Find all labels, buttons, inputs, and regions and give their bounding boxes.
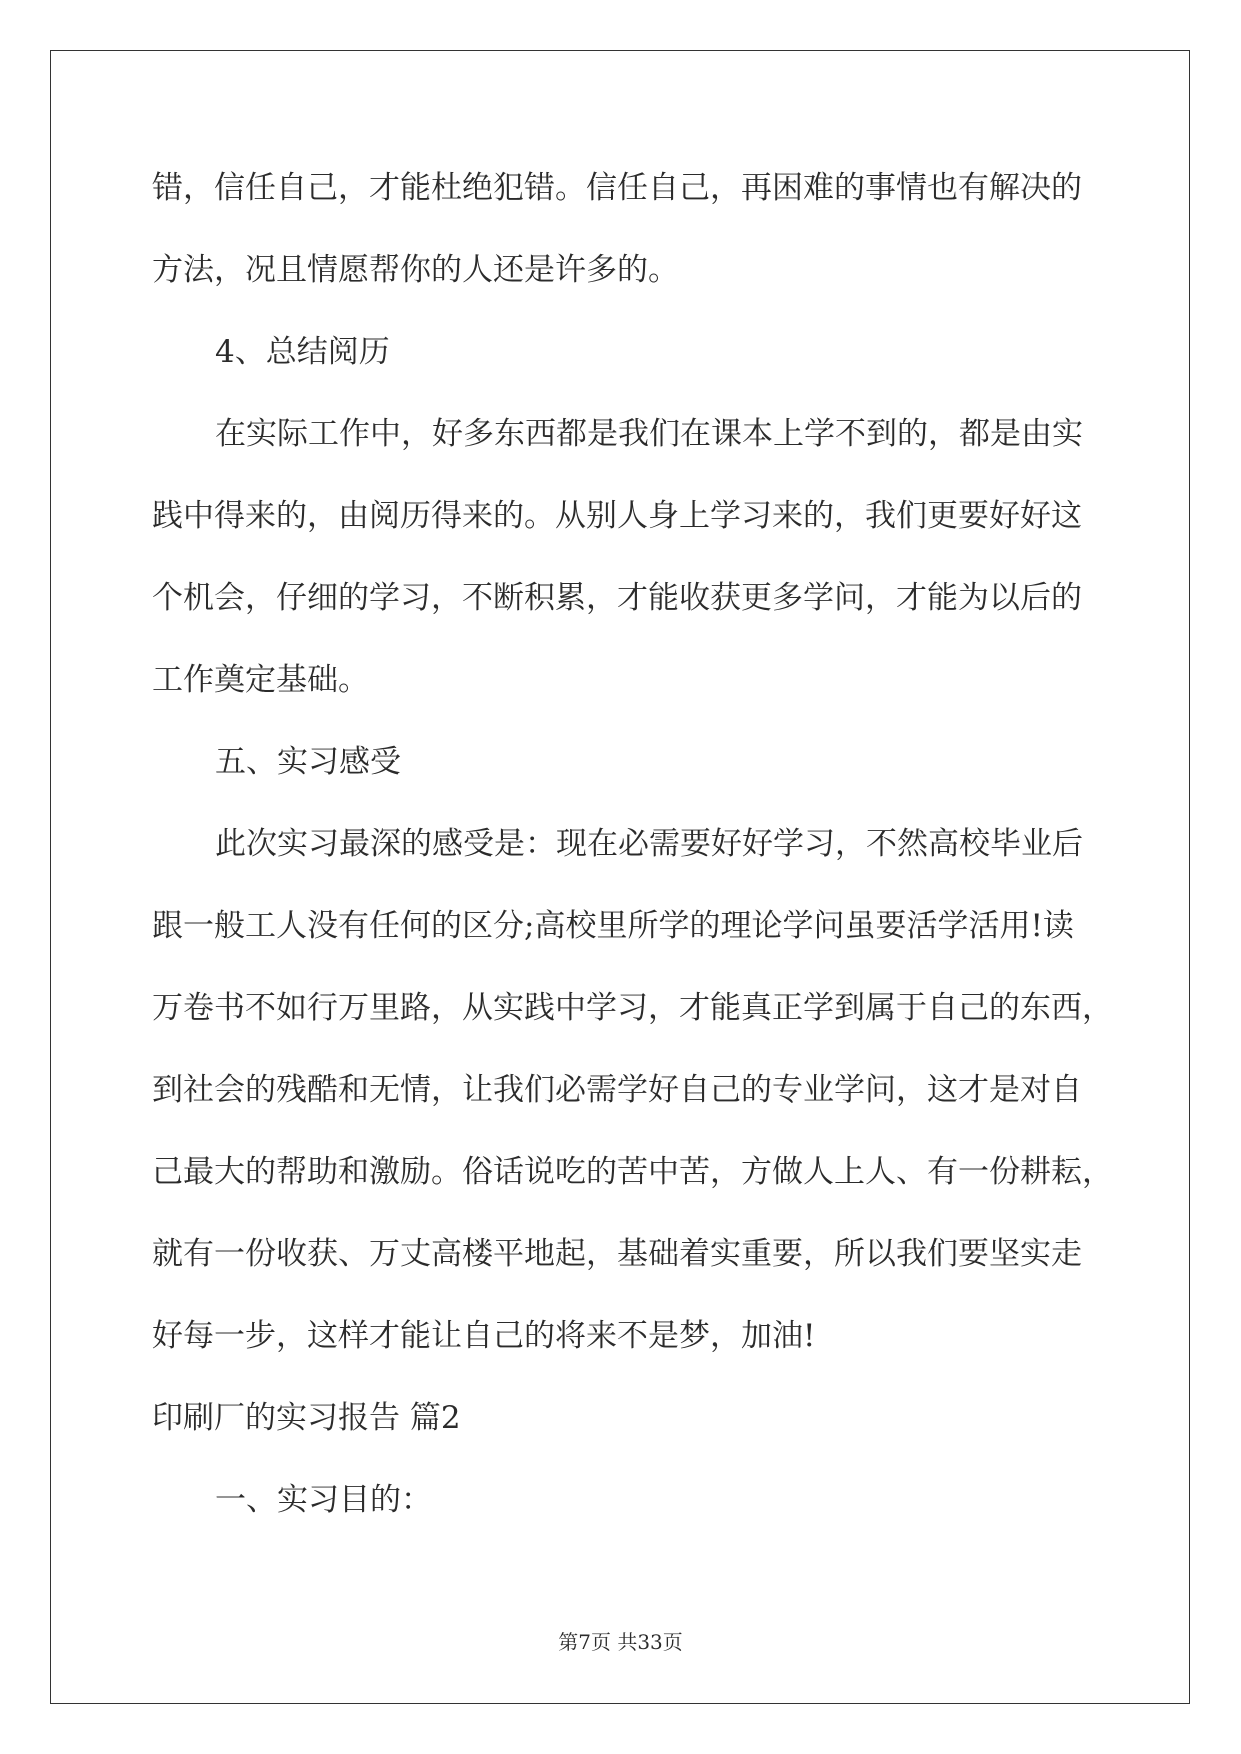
body-line: 个机会，仔细的学习，不断积累，才能收获更多学问，才能为以后的 (152, 580, 1082, 616)
page-border (50, 50, 1190, 1704)
body-line: 工作奠定基础。 (152, 662, 369, 698)
body-line: 万卷书不如行万里路，从实践中学习，才能真正学到属于自己的东西， (152, 990, 1113, 1026)
body-line: 方法，况且情愿帮你的人还是许多的。 (152, 252, 679, 288)
body-line: 在实际工作中，好多东西都是我们在课本上学不到的，都是由实 (215, 416, 1083, 452)
body-line: 好每一步，这样才能让自己的将来不是梦，加油! (152, 1318, 816, 1354)
section-heading: 一、实习目的： (215, 1482, 432, 1518)
section-heading: 4、总结阅历 (215, 334, 390, 370)
body-line: 此次实习最深的感受是：现在必需要好好学习，不然高校毕业后 (215, 826, 1083, 862)
body-line: 践中得来的，由阅历得来的。从别人身上学习来的，我们更要好好这 (152, 498, 1082, 534)
body-line: 到社会的残酷和无情，让我们必需学好自己的专业学问，这才是对自 (152, 1072, 1082, 1108)
article-title: 印刷厂的实习报告 篇2 (152, 1400, 461, 1436)
body-line: 跟一般工人没有任何的区分;高校里所学的理论学问虽要活学活用!读 (152, 908, 1074, 944)
body-line: 错，信任自己，才能杜绝犯错。信任自己，再困难的事情也有解决的 (152, 170, 1082, 206)
body-line: 就有一份收获、万丈高楼平地起，基础着实重要，所以我们要坚实走 (152, 1236, 1082, 1272)
section-heading: 五、实习感受 (215, 744, 401, 780)
body-line: 己最大的帮助和激励。俗话说吃的苦中苦，方做人上人、有一份耕耘， (152, 1154, 1113, 1190)
page-number-footer: 第7页 共33页 (558, 1630, 683, 1654)
